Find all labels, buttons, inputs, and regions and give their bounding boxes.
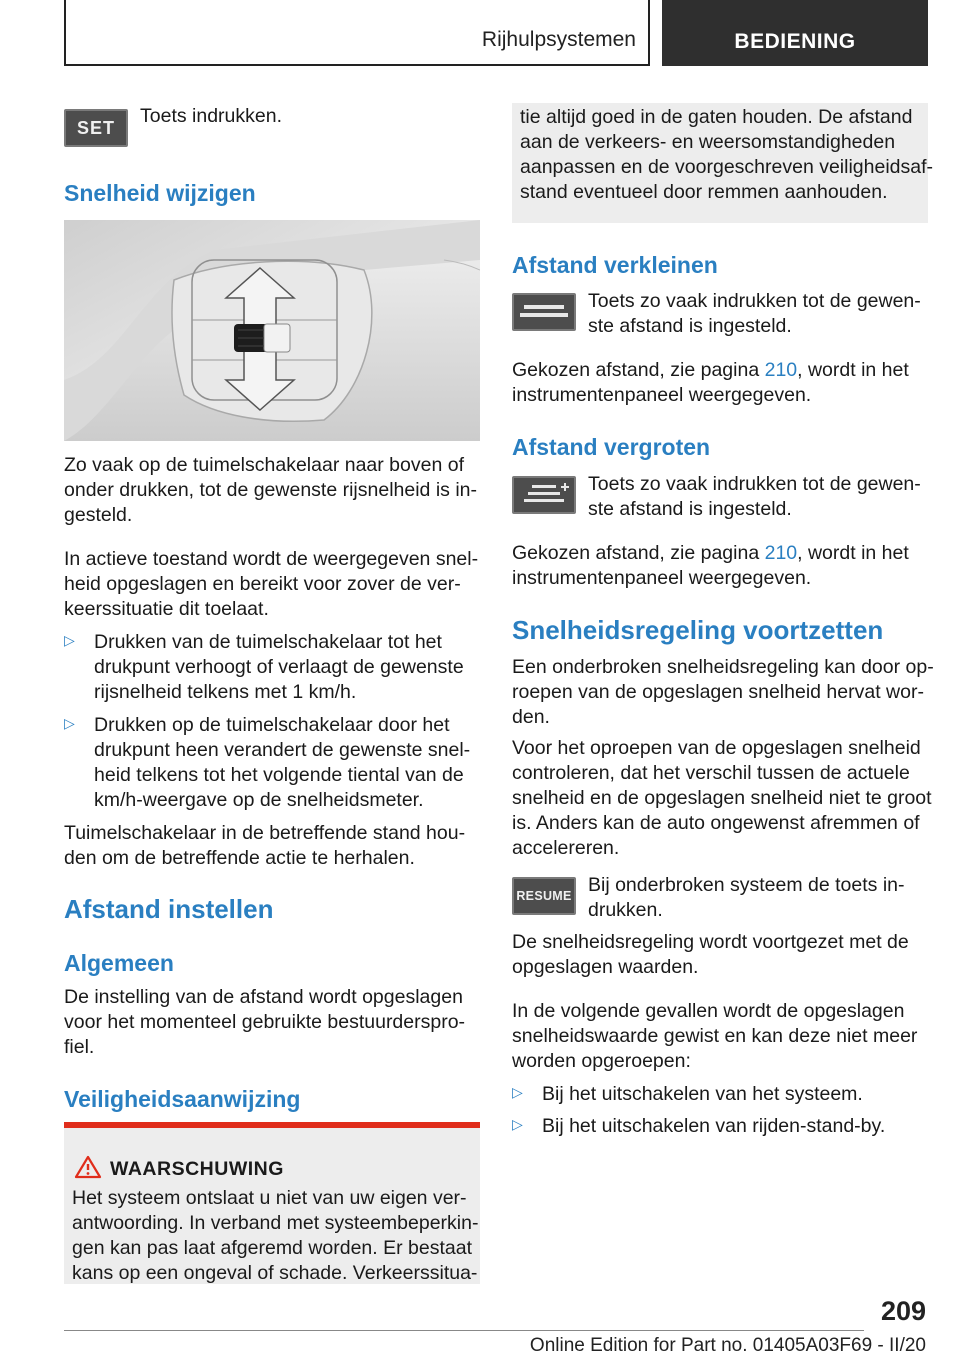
set-key-text: Toets indrukken. [140,105,282,127]
chapter-title: BEDIENING [734,30,856,53]
bullet-triangle-icon: ▷ [512,1116,523,1132]
resume-key-label: RESUME [516,889,572,903]
page-header [64,0,928,66]
paragraph-ref-2: Gekozen afstand, zie pagina 210, wordt in het instrumentenpaneel weergegeven. [512,542,909,589]
paragraph-resume-4: In de volgende gevallen wordt de opgeslagen snelheidswaarde gewist en kan deze niet meer worden opgeroepen: [512,1000,918,1072]
warning-text: Het systeem ontslaat u niet van uw eigen ver- antwoording. In verband met systeembeperkin- gen kan pas laat afgeremd worden. Er bestaat kans op een ongeval of schade. Verkeerssitua- [72,1187,479,1284]
page-number: 209 [880,1296,926,1326]
paragraph-speed-3: Tuimelschakelaar in de betreffende stand hou- den om de betreffende actie te herhalen. [64,822,466,869]
warning-continuation-text: tie altijd goed in de gaten houden. De afstand aan de verkeers- en weersomstandigheden aanpassen en de voorgeschreven veiligheidsaf- stand eventueel door remmen aanhouden. [520,106,934,203]
paragraph-resume-1: Een onderbroken snelheidsregeling kan door op- roepen van de opgeslagen snelheid hervat wor- den. [512,656,934,728]
bullet-triangle-icon: ▷ [64,632,75,648]
page-link[interactable]: 210 [764,359,798,381]
decrease-key-text: Toets zo vaak indrukken tot de gewen- ste afstand is ingesteld. [588,290,921,337]
section-tab [64,0,650,66]
paragraph-speed-2: In actieve toestand wordt de weergegeven snel- heid opgeslagen en bereikt voor zover de ver- keerssituatie dit toelaat. [64,548,479,620]
edition-text: Online Edition for Part no. 01405A03F69 - II/20 [529,1335,926,1356]
warning-title: WAARSCHUWING [110,1158,284,1180]
heading-decrease-distance: Afstand verkleinen [512,252,718,278]
increase-key-text: Toets zo vaak indrukken tot de gewen- ste afstand is ingesteld. [588,473,921,520]
paragraph-resume-3: De snelheidsregeling wordt voortgezet met de opgeslagen waarden. [512,931,909,978]
steering-wheel-rocker-photo [64,220,480,441]
heading-general: Algemeen [64,950,174,976]
heading-safety: Veiligheidsaanwijzing [64,1086,301,1112]
set-key-icon [64,109,128,147]
warning-triangle-icon [74,1155,102,1179]
distance-increase-key-icon [512,476,576,514]
heading-distance: Afstand instellen [64,894,274,924]
section-title: Rijhulpsystemen [481,28,636,51]
paragraph-resume-2: Voor het oproepen van de opgeslagen snelheid controleren, dat het verschil tussen de actuele snelheid en de opgeslagen snelheid niet te groot is. Anders kan de auto ongewenst afremmen of accelereren. [512,737,932,859]
chapter-tab [662,0,928,66]
bullet-triangle-icon: ▷ [64,715,75,731]
paragraph-speed-1: Zo vaak op de tuimelschakelaar naar boven of onder drukken, tot de gewenste rijsnelheid is in- gesteld. [64,454,477,526]
heading-speed-change: Snelheid wijzigen [64,180,256,206]
resume-key-icon [512,877,576,915]
paragraph-ref-1: Gekozen afstand, zie pagina 210, wordt in het instrumentenpaneel weergegeven. [512,359,909,406]
set-key-label: SET [76,117,115,138]
heading-resume: Snelheidsregeling voortzetten [512,615,884,645]
resume-key-text: Bij onderbroken systeem de toets in- drukken. [588,874,905,921]
footer-divider [64,1330,864,1331]
warning-continuation-box [512,103,934,223]
distance-decrease-key-icon [512,293,576,331]
bullet-triangle-icon: ▷ [512,1084,523,1100]
page-link[interactable]: 210 [764,542,798,564]
warning-box [64,1122,480,1284]
paragraph-general: De instelling van de afstand wordt opgeslagen voor het momenteel gebruikte bestuurderspro- fiel. [64,986,466,1058]
heading-increase-distance: Afstand vergroten [512,434,711,460]
